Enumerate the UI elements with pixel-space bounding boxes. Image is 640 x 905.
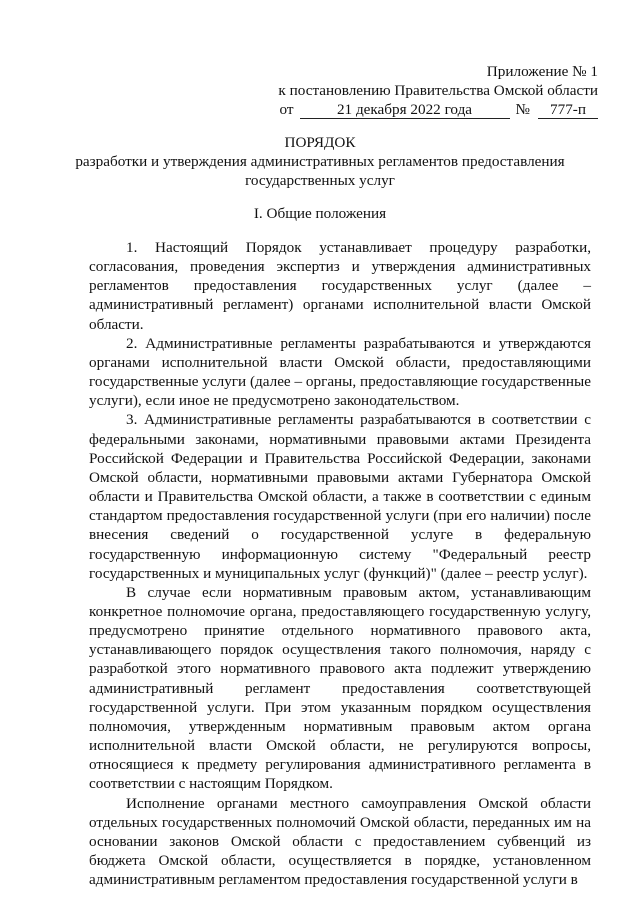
paragraph-1: 1. Настоящий Порядок устанавливает процедуру разработки, согласования, проведения экспертиз и утверждения административных регламентов предоставления государственных услуг (далее – административный регламент) органами исполнительной власти Омской области. [89,239,591,333]
document-title-block [0,133,640,190]
document-subtitle-line-2: государственных услуг [245,172,395,189]
paragraph-3: 3. Административные регламенты разрабатываются в соответствии с федеральными законами, нормативными правовыми актами Президента Российской Федерации и Правительства Российской Федерации, законами Омской области, нормативными правовыми актами Губернатора Омской области и Правительства Омской области, а также в соответствии с единым стандартом предоставления государственной услуги (при его наличии) после внесения сведений о государственной услуге в федеральную государственную информационную систему "Федеральный реестр государственных и муниципальных услуг (функций)" (далее – реестр услуг). [89,411,591,582]
number-sign: № [515,101,530,118]
paragraph-5: Исполнение органами местного самоуправления Омской области отдельных государственных полномочий Омской области, переданных им на основании законов Омской области с предоставлением субвенций из бюджета Омской области, осуществляется в порядке, установленном административным регламентом предоставления государственной услуги в [89,794,591,889]
document-subtitle-line-1: разработки и утверждения административных регламентов предоставления [75,153,565,170]
paragraph-4: В случае если нормативным правовым актом, устанавливающим конкретное полномочие органа, предоставляющего государственную услугу, предусмотрено принятие отдельного нормативного правового акта, устанавливающего порядок осуществления такого полномочия, наряду с разработкой этого нормативного правового акта подлежит утверждению административный регламент предоставления соответствующей государственной услуги. При этом указанным порядком осуществления полномочия, утвержденным нормативным правовым актом органа исполнительной власти Омской области, не регулируются вопросы, относящиеся к предмету регулирования административного регламента в соответствии с настоящим Порядком. [89,583,591,793]
annex-header [268,62,598,119]
resolution-number: 777-п [538,101,598,119]
annex-resolution: к постановлению Правительства Омской области [278,82,598,99]
resolution-date: 21 декабря 2022 года [300,101,510,119]
section-heading: I. Общие положения [253,205,387,222]
annex-date-line [268,100,598,119]
annex-title: Приложение № 1 [486,63,598,80]
date-prefix: от [279,101,294,118]
paragraph-2: 2. Административные регламенты разрабатываются и утверждаются органами исполнительной власти Омской области, предоставляющими государственные услуги (далее – органы, предоставляющие государственные услуги), если иное не предусмотрено законодательством. [89,334,591,410]
document-body [89,238,591,889]
document-title: ПОРЯДОК [284,134,356,151]
